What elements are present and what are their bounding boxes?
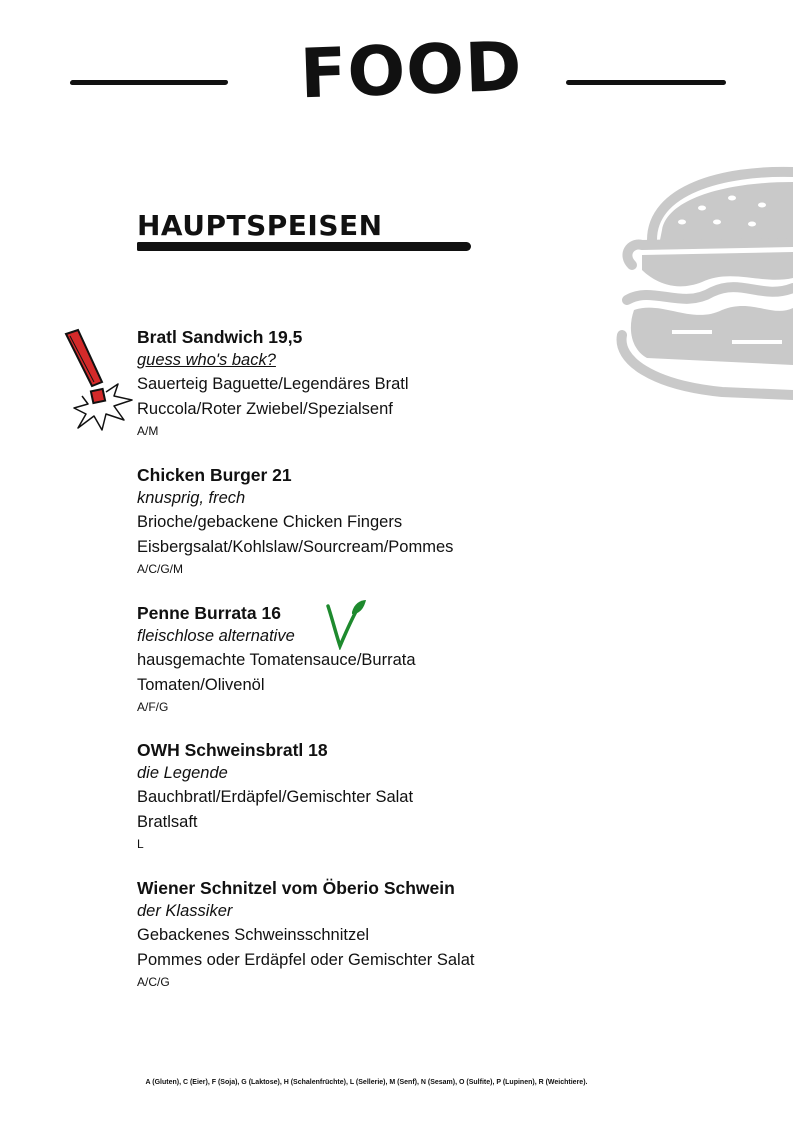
dish-tagline: guess who's back?	[137, 351, 276, 369]
dish-ingredients: Eisbergsalat/Kohlslaw/Sourcream/Pommes	[137, 538, 454, 556]
dish-name: OWH Schweinsbratl 18	[137, 740, 328, 760]
dish-ingredients: Sauerteig Baguette/Legendäres Bratl	[137, 375, 409, 393]
dish-tagline: knusprig, frech	[137, 489, 246, 507]
header-rule-left	[70, 80, 229, 85]
dish-ingredients: Ruccola/Roter Zwiebel/Spezialsenf	[137, 400, 393, 418]
dish-ingredients: Brioche/gebackene Chicken Fingers	[137, 513, 403, 531]
section-title: HAUPTSPEISEN	[137, 209, 383, 242]
dish-item	[137, 602, 597, 715]
dish-tagline: fleischlose alternative	[137, 627, 295, 645]
dish-allergens: A/C/G	[137, 975, 170, 989]
dish-name: Chicken Burger 21	[137, 465, 292, 485]
dish-tagline: der Klassiker	[137, 902, 233, 920]
dish-item	[137, 464, 597, 577]
dish-item	[137, 877, 597, 990]
burger-illustration-icon	[612, 160, 793, 405]
dish-allergens: A/F/G	[137, 700, 169, 714]
dish-allergens: A/C/G/M	[137, 562, 184, 576]
exclamation-burst-icon	[58, 326, 134, 434]
dish-name: Wiener Schnitzel vom Öberio Schwein	[137, 878, 455, 898]
dish-allergens: L	[137, 837, 144, 851]
dish-name: Penne Burrata 16	[137, 603, 281, 623]
header-rule-right	[566, 80, 726, 85]
dish-item	[137, 739, 597, 852]
dish-allergens: A/M	[137, 424, 159, 438]
allergen-legend: A (Gluten), C (Eier), F (Soja), G (Laktose), H (Schalenfrüchte), L (Sellerie), M (Senf), N (Sesam), O (Sulfite), P (Lupinen), R (Weichtiere).	[145, 1079, 588, 1086]
page-title: FOOD	[298, 27, 524, 115]
dish-ingredients: Pommes oder Erdäpfel oder Gemischter Salat	[137, 951, 475, 969]
dish-ingredients: Tomaten/Olivenöl	[137, 676, 265, 694]
dish-ingredients: Bauchbratl/Erdäpfel/Gemischter Salat	[137, 788, 414, 806]
dish-name: Bratl Sandwich 19,5	[137, 327, 303, 347]
section-underline	[137, 242, 471, 251]
dish-tagline: die Legende	[137, 764, 228, 782]
dish-ingredients: hausgemachte Tomatensauce/Burrata	[137, 651, 416, 669]
dish-ingredients: Gebackenes Schweinsschnitzel	[137, 926, 370, 944]
dish-ingredients: Bratlsaft	[137, 813, 198, 831]
dish-item	[137, 326, 597, 439]
